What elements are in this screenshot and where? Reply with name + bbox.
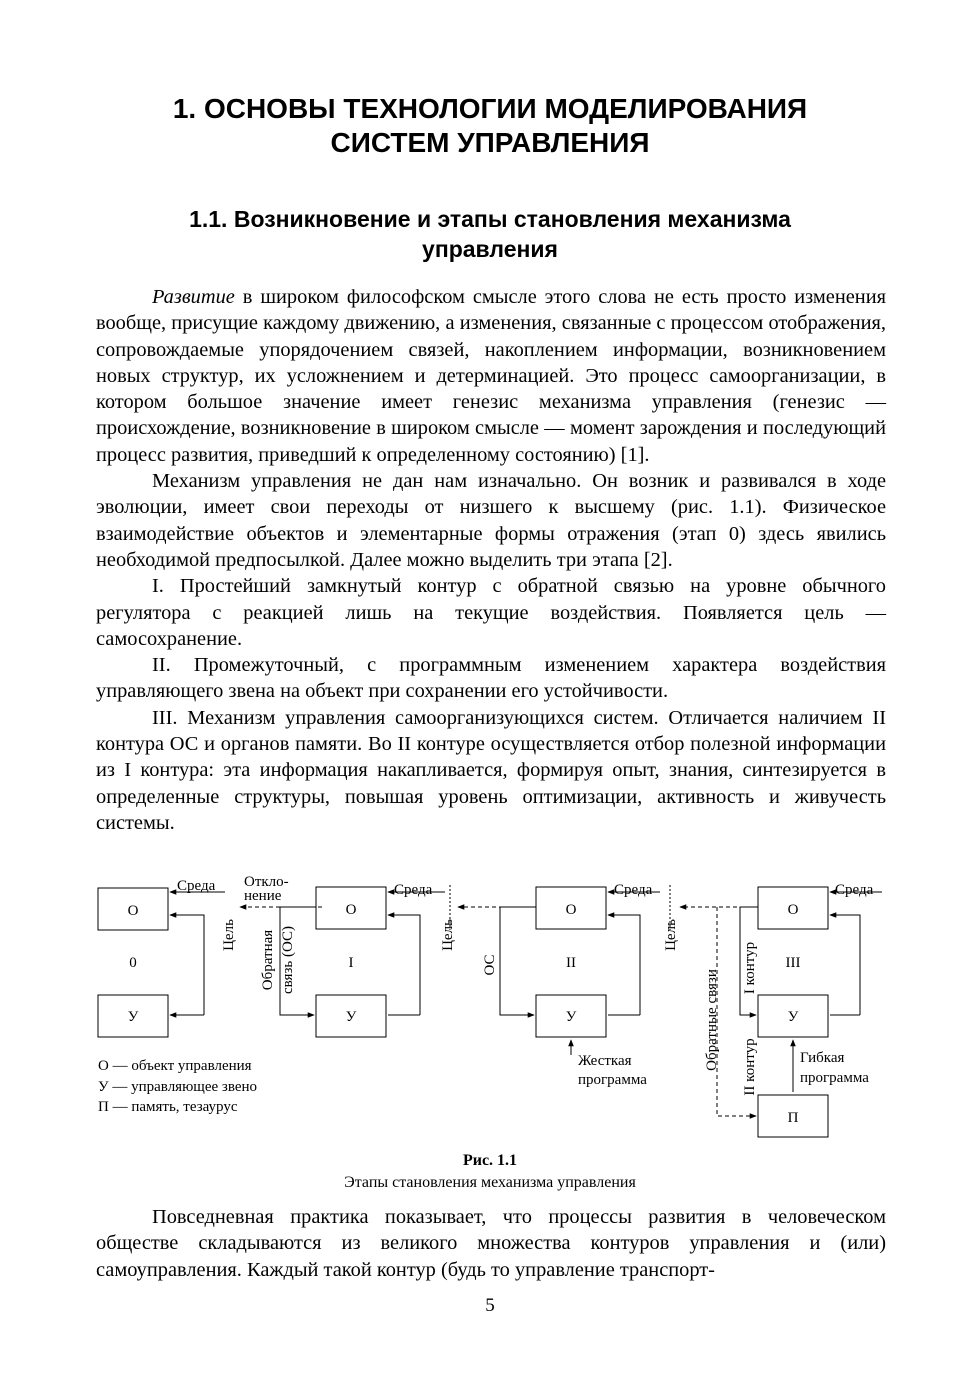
section-title [80, 204, 900, 264]
legend-item: П — память, тезаурус [98, 1099, 238, 1115]
feedback-label-line1: Обратная [260, 929, 276, 991]
stage3-control-label: У [787, 1009, 799, 1025]
section-title-line2: управления [422, 236, 558, 262]
deviation-label-2: нение [244, 888, 282, 904]
contour1-label: I контур [742, 941, 758, 995]
stage3-memory-label: П [787, 1110, 799, 1126]
legend-item: О — объект управления [98, 1058, 252, 1074]
figure-number: Рис. 1.1 [462, 1152, 518, 1169]
flexible-program-line1: Гибкая [800, 1050, 845, 1066]
os-label: ОС [482, 954, 498, 976]
stage3-number: III [785, 955, 801, 971]
figure-title: Этапы становления механизма управления [344, 1174, 636, 1191]
deviation-label-1: Откло- [244, 874, 289, 890]
feedback-links-label: Обратные связи [704, 969, 720, 1071]
hard-program-line2: программа [578, 1072, 647, 1088]
goal-label-2: Цель [663, 919, 679, 951]
paragraph: Повседневная практика показывает, что процессы развития в человеческом обществе складываются из великого множества контуров управления и (или) самоуправления. Каждый такой контур (будь то управление транспорт- [96, 1206, 886, 1281]
term-italic: Развитие [152, 286, 235, 308]
stage2-number: II [566, 955, 576, 971]
section-title-line1: 1.1. Возникновение и этапы становления механизма [189, 206, 791, 232]
stage0-object-label: О [127, 903, 139, 919]
hard-program-line1: Жесткая [578, 1053, 632, 1069]
body-text [96, 284, 886, 836]
paragraph-text: в широком философском смысле этого слова не есть просто изменения вообще, присущие каждому движению, а изменения, связанные с процессом отображения, сопровождаемые упорядочением связей, накоплением информации, возникновением новых структур, их усложнением и детерминацией. Это процесс самоорганизации, в котором большое значение имеет генезис механизма управления (генезис — происхождение, возникновение в широком смысле — момент зарождения и последующий процесс развития, приведший к определенному состоянию) [1]. [96, 286, 886, 466]
goal-label-0: Цель [221, 919, 237, 951]
legend-item: У — управляющее звено [98, 1079, 258, 1095]
body-text-continued [96, 1204, 886, 1283]
contour2-label: II контур [742, 1038, 758, 1096]
paragraph: III. Механизм управления самоорганизующихся систем. Отличается наличием II контура ОС и органов памяти. Во II контуре осуществляется отбор полезной информации из I контура: эта информация накапливается, формируя опыт, знания, синтезируется в определенные структуры, повышая уровень оптимизации, активность и живучесть системы. [96, 706, 886, 834]
stage1-object-label: О [345, 902, 357, 918]
flexible-program-line2: программа [800, 1070, 869, 1086]
paragraph: II. Промежуточный, с программным изменением характера воздействия управляющего звена на объект при сохранении его устойчивости. [96, 654, 886, 703]
stage1-control-label: У [345, 1009, 357, 1025]
stage3-object-label: О [787, 902, 799, 918]
stage2-object-label: О [565, 902, 577, 918]
env-label-0: Среда [177, 878, 216, 894]
stage1-number: I [348, 955, 354, 971]
paragraph: I. Простейший замкнутый контур с обратной связью на уровне обычного регулятора с реакцией лишь на текущие воздействия. Появляется цель — самосохранение. [96, 575, 886, 650]
page-number: 5 [485, 1295, 495, 1316]
env-label-2: Среда [614, 882, 653, 898]
paragraph [96, 284, 886, 468]
env-label-1: Среда [394, 882, 433, 898]
stage0-number: 0 [129, 955, 137, 971]
stage0-control-label: У [127, 1009, 139, 1025]
goal-label-1: Цель [440, 919, 456, 951]
env-label-3: Среда [835, 882, 874, 898]
chapter-title-line2: СИСТЕМ УПРАВЛЕНИЯ [330, 127, 650, 158]
feedback-label-line2: связь (ОС) [280, 926, 296, 994]
stage2-control-label: У [565, 1009, 577, 1025]
chapter-title-line1: 1. ОСНОВЫ ТЕХНОЛОГИИ МОДЕЛИРОВАНИЯ [172, 93, 808, 124]
paragraph: Механизм управления не дан нам изначально. Он возник и развивался в ходе эволюции, имеет свои переходы от низшего к высшему (рис. 1.1). Физическое взаимодействие объектов и элементарные формы отражения (этап 0) здесь явились необходимой предпосылкой. Далее можно выделить три этапа [2]. [96, 470, 886, 571]
figure-diagram [90, 870, 890, 1145]
chapter-title [80, 92, 900, 160]
figure-caption [90, 1150, 890, 1194]
